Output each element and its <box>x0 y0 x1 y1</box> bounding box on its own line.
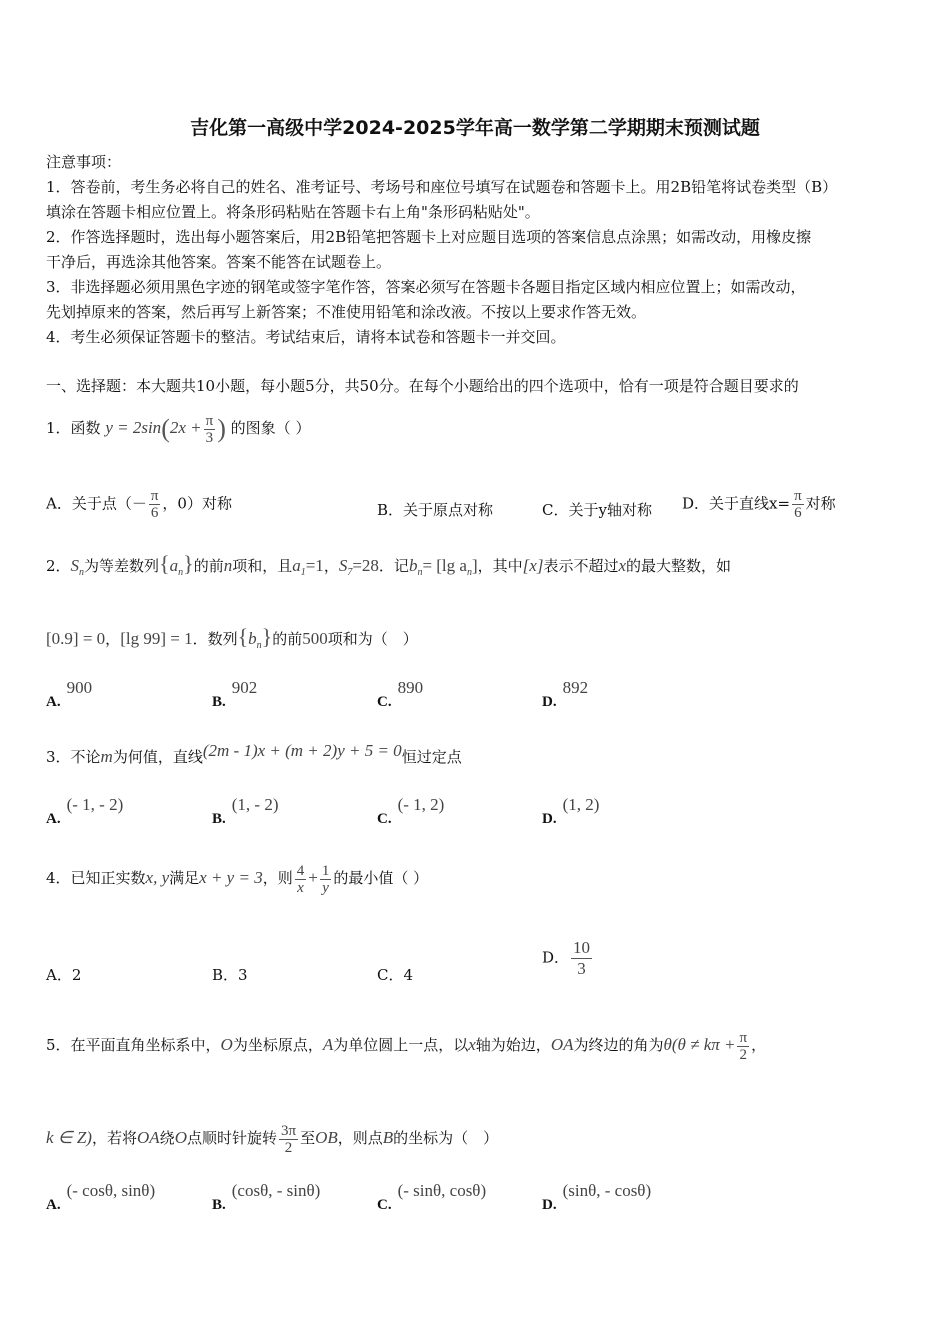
fraction <box>571 938 592 979</box>
text: 轴为始边， <box>475 1036 551 1054</box>
q4-option-b: B．3 <box>212 966 248 984</box>
text: 满足 <box>169 869 200 887</box>
fraction <box>204 413 216 446</box>
section-heading: 一、选择题：本大题共10小题，每小题5分，共50分。在每个小题给出的四个选项中，恰有一项是符合题目要求的 <box>46 377 799 395</box>
notice-line: 2．作答选择题时，选出每小题答案后，用2B铅笔把答题卡上对应题目选项的答案信息点涂黑；如需改动，用橡皮擦 <box>46 228 812 246</box>
math: B <box>382 1128 394 1147</box>
math: S <box>338 556 348 575</box>
option-label: B. <box>212 1197 226 1213</box>
option-label: C. <box>377 1197 392 1213</box>
q1-inner: 2x + <box>169 418 202 437</box>
text: ， <box>751 1036 767 1054</box>
option-label: D． <box>542 948 570 967</box>
option-label: D. <box>542 811 557 827</box>
paren-left: ( <box>161 414 170 443</box>
option-value: 892 <box>562 678 589 697</box>
math: x <box>468 1035 476 1054</box>
text: ，则点 <box>337 1129 383 1147</box>
q2-option-c <box>377 678 424 711</box>
q2-option-d <box>542 678 589 711</box>
math: a <box>292 556 301 575</box>
text: 的最小值（ ） <box>333 869 429 887</box>
option-label: C. <box>377 811 392 827</box>
text: ，则 <box>262 869 293 887</box>
math-sub: n <box>79 567 85 578</box>
math: OB <box>315 1128 338 1147</box>
notice-line: 先划掉原来的答案，然后再写上新答案；不准使用铅笔和涂改液。不按以上要求作答无效。 <box>46 303 647 321</box>
math-sub: n <box>466 567 472 578</box>
q2-option-a <box>46 678 93 711</box>
option-value: (1, 2) <box>562 795 600 814</box>
q4-option-a: A．2 <box>46 966 82 984</box>
option-text: D．关于直线x= <box>682 494 791 513</box>
math-sub: n <box>178 567 184 578</box>
math: m <box>100 747 113 766</box>
math: OA <box>550 1035 574 1054</box>
math: 500 <box>302 629 328 648</box>
q5-option-c <box>377 1181 487 1214</box>
text: 为坐标原点， <box>232 1036 323 1054</box>
q2-option-b <box>212 678 258 711</box>
option-label: D. <box>542 1197 557 1213</box>
text: 的坐标为（ ） <box>393 1129 499 1147</box>
q4-option-d <box>542 938 594 979</box>
q5-option-d <box>542 1181 652 1214</box>
math: x <box>618 556 626 575</box>
frac-num: π <box>794 488 802 504</box>
text: ．记 <box>378 557 409 575</box>
text: ，若将 <box>91 1129 137 1147</box>
text: ，其中 <box>477 557 523 575</box>
page-title: 吉化第一高级中学2024-2025学年高一数学第二学期期末预测试题 <box>190 117 760 139</box>
text: 为终边的角为 <box>573 1036 664 1054</box>
math: n <box>223 556 233 575</box>
math: A <box>322 1035 334 1054</box>
math: =1 <box>305 556 324 575</box>
frac-num: π <box>739 1029 748 1046</box>
q1-suffix: 的图象（ ） <box>230 419 311 437</box>
q2-prefix: 2． <box>46 557 71 575</box>
question-2-line-1: 2．$S_n$为等差数列$\{a_n\}$的前n项和，且$a_1=1$，$S_7=28$．记$b_n= [\lg$ $a_n$]，其中[x]表示不超过x的最大整数，如 <box>46 551 732 578</box>
q5-option-b <box>212 1181 321 1214</box>
text: 恒过定点 <box>401 748 462 766</box>
text: 点顺时针旋转 <box>186 1129 277 1147</box>
q1-option-d <box>682 488 836 521</box>
frac-num: π <box>205 412 214 429</box>
math: O <box>220 1035 233 1054</box>
frac-den: 3 <box>577 959 586 978</box>
notice-line: 填涂在答题卡相应位置上。将条形码粘贴在答题卡右上角"条形码粘贴处"。 <box>46 203 540 221</box>
math: [x] <box>522 556 544 575</box>
option-value: 900 <box>66 678 93 697</box>
option-label: B. <box>212 811 226 827</box>
q5-option-a <box>46 1181 156 1214</box>
option-text: A．关于点（－ <box>46 494 147 513</box>
question-1 <box>46 408 310 449</box>
text: 为何值，直线 <box>112 748 203 766</box>
fraction <box>320 863 332 896</box>
notice-heading: 注意事项： <box>46 153 122 171</box>
question-3 <box>46 741 462 766</box>
math: S <box>70 556 80 575</box>
text: 3．不论 <box>46 748 101 766</box>
paren-right: ) <box>217 414 226 443</box>
notice-line: 4．考生必须保证答题卡的整洁。考试结束后，请将本试卷和答题卡一并交回。 <box>46 328 566 346</box>
frac-num: π <box>150 488 159 504</box>
notice-line: 干净后，再选涂其他答案。答案不能答在试题卷上。 <box>46 253 392 271</box>
math: b <box>248 629 257 648</box>
question-4 <box>46 858 428 898</box>
math: O <box>174 1128 187 1147</box>
frac-num: 3π <box>280 1122 297 1139</box>
math: k ∈ Z) <box>46 1128 92 1147</box>
frac-den: 2 <box>739 1046 748 1063</box>
fraction <box>279 1123 298 1156</box>
question-5-line-1 <box>46 1025 766 1065</box>
option-value: (cosθ, - sinθ) <box>231 1181 321 1200</box>
option-value: 902 <box>231 678 258 697</box>
frac-den: y <box>322 879 329 896</box>
text: 至 <box>300 1129 316 1147</box>
fraction <box>149 488 161 521</box>
option-value: (- 1, - 2) <box>66 795 124 814</box>
notice-line: 3．非选择题必须用黑色字迹的钢笔或签字笔作答，答案必须写在答题卡各题目指定区域内相应位置上；如需改动， <box>46 278 806 296</box>
text: 项和为（ ） <box>327 630 418 648</box>
q4-option-c: C．4 <box>377 966 414 984</box>
text: 的最大整数，如 <box>626 557 732 575</box>
q1-option-c: C．关于y轴对称 <box>542 501 652 519</box>
text: 表示不超过 <box>543 557 619 575</box>
q1-prefix: 1．函数 <box>46 419 101 437</box>
q3-option-c <box>377 795 445 828</box>
option-value: (- cosθ, sinθ) <box>66 1181 156 1200</box>
text: 为单位圆上一点，以 <box>333 1036 469 1054</box>
frac-den: 6 <box>794 505 802 521</box>
option-label: A. <box>46 811 61 827</box>
frac-den: x <box>297 879 304 896</box>
text: ．数列 <box>192 630 238 648</box>
text: 的前 <box>193 557 224 575</box>
option-label: C. <box>377 694 392 710</box>
q1-option-a <box>46 488 232 521</box>
text: 5．在平面直角坐标系中， <box>46 1036 221 1054</box>
option-label: A. <box>46 1197 61 1213</box>
frac-num: 4 <box>296 862 305 879</box>
fraction <box>792 488 804 521</box>
math: [lg 99] = 1 <box>120 629 193 648</box>
question-2-line-2: [0.9] = 0，[lg 99] = 1．数列$\{b_n\}$的前500项和为（ ） <box>46 624 418 651</box>
brace: } <box>183 551 194 576</box>
q1-formula: y = 2sin <box>105 418 162 437</box>
option-label: B. <box>212 694 226 710</box>
math-sub: 1 <box>300 567 306 578</box>
frac-den: 6 <box>150 505 159 521</box>
option-value: (sinθ, - cosθ) <box>562 1181 652 1200</box>
math: = [lg a <box>422 556 467 575</box>
math: =28 <box>352 556 379 575</box>
math: [0.9] = 0 <box>46 629 106 648</box>
math: x + y = 3 <box>199 868 263 887</box>
q1-option-b: B．关于原点对称 <box>377 501 494 519</box>
bracket: ] <box>471 556 478 575</box>
option-label: A. <box>46 694 61 710</box>
option-label: D. <box>542 694 557 710</box>
notice-line: 1．答卷前，考生务必将自己的姓名、准考证号、考场号和座位号填写在试题卷和答题卡上。用2B铅笔将试卷类型（B） <box>46 178 838 196</box>
math: θ(θ ≠ kπ + <box>663 1035 736 1054</box>
text: 的前 <box>272 630 303 648</box>
math-sub: n <box>417 567 423 578</box>
q3-option-b <box>212 795 279 828</box>
q3-option-d <box>542 795 600 828</box>
brace: { <box>237 624 249 649</box>
text: 为等差数列 <box>84 557 160 575</box>
math: a <box>169 556 179 575</box>
math: x, y <box>145 868 170 887</box>
fraction <box>295 863 307 896</box>
text: 4．已知正实数 <box>46 869 146 887</box>
option-value: (1, - 2) <box>231 795 279 814</box>
brace: { <box>159 551 170 576</box>
math: (2m - 1)x + (m + 2)y + 5 = 0 <box>202 741 402 760</box>
q3-option-a <box>46 795 124 828</box>
option-value: (- sinθ, cosθ) <box>397 1181 487 1200</box>
option-text: 对称 <box>805 494 836 513</box>
question-5-line-2 <box>46 1118 498 1158</box>
frac-den: 2 <box>284 1139 293 1156</box>
text: 绕 <box>159 1129 175 1147</box>
math-sub: 7 <box>347 567 353 578</box>
math-sub: n <box>256 640 262 651</box>
math: b <box>408 556 418 575</box>
frac-num: 1 <box>321 862 330 879</box>
math: OA <box>137 1128 160 1147</box>
option-text: ，0）对称 <box>162 494 232 513</box>
frac-den: 3 <box>205 429 214 446</box>
brace: } <box>261 624 273 649</box>
math: + <box>308 868 318 887</box>
fraction <box>737 1030 749 1063</box>
option-value: (- 1, 2) <box>397 795 445 814</box>
frac-num: 10 <box>573 938 591 957</box>
text: 项和，且 <box>232 557 293 575</box>
option-value: 890 <box>397 678 424 697</box>
